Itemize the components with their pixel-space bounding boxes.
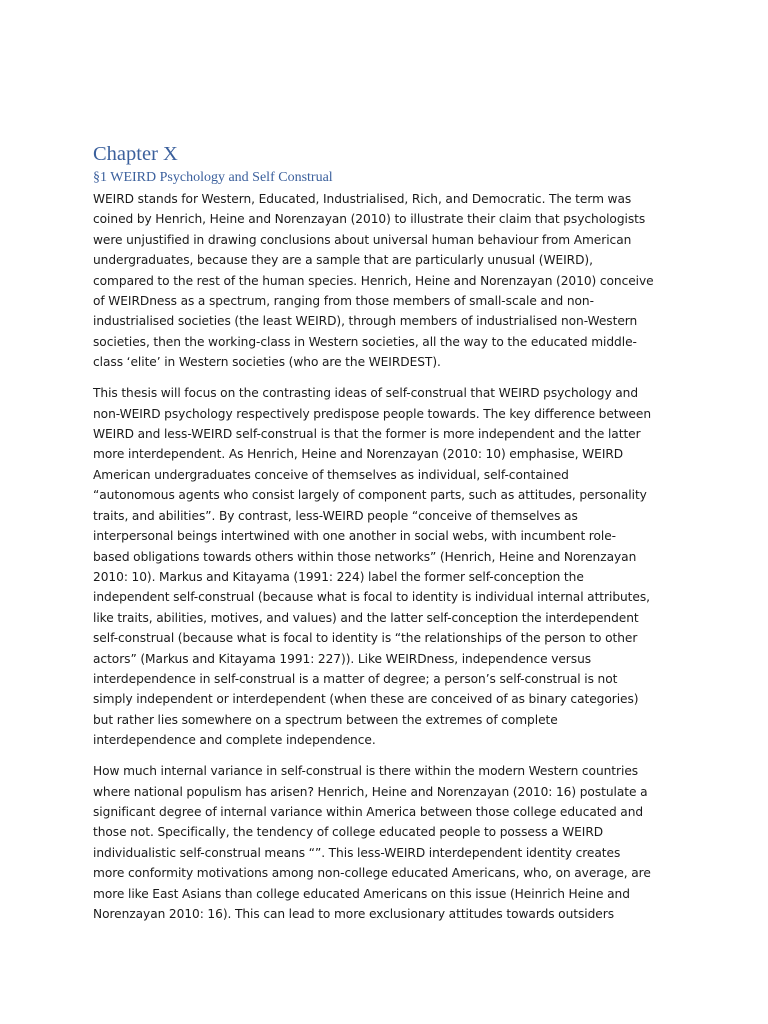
text-line: those not. Specifically, the tendency of college educated people to possess a WEIRD xyxy=(93,825,604,840)
text-line: based obligations towards others within those networks” (Henrich, Heine and Norenzayan xyxy=(93,549,637,564)
text-line: Norenzayan 2010: 16). This can lead to more exclusionary attitudes towards outsiders xyxy=(93,907,615,921)
text-line: class ‘elite’ in Western societies (who are the WEIRDEST). xyxy=(93,355,441,370)
text-line: coined by Henrich, Heine and Norenzayan (2010) to illustrate their claim that psychologists xyxy=(93,212,646,227)
text-line: more conformity motivations among non-college educated Americans, who, on average, are xyxy=(93,866,651,881)
text-line: interdependence in self-construal is a matter of degree; a person’s self-construal is not xyxy=(93,671,618,686)
text-line: more like East Asians than college educated Americans on this issue (Heinrich Heine and xyxy=(93,886,630,901)
paragraph xyxy=(93,761,681,924)
text-line: 2010: 10). Markus and Kitayama (1991: 224) label the former self-conception the xyxy=(93,569,584,584)
text-line: undergraduates, because they are a sample that are particularly unusual (WEIRD), xyxy=(93,253,593,268)
page-content xyxy=(93,141,681,935)
text-line: individualistic self-construal means “”. This less-WEIRD interdependent identity creates xyxy=(93,845,621,860)
text-line: “autonomous agents who consist largely of component parts, such as attitudes, personality xyxy=(93,488,647,503)
paragraph xyxy=(93,383,681,750)
text-line: interdependence and complete independence. xyxy=(93,733,376,748)
text-line: WEIRD and less-WEIRD self-construal is that the former is more independent and the latter xyxy=(93,427,641,442)
text-line: How much internal variance in self-construal is there within the modern Western countries xyxy=(93,764,639,779)
text-line: independent self-construal (because what is focal to identity is individual internal attributes, xyxy=(93,590,650,605)
text-line: compared to the rest of the human species. Henrich, Heine and Norenzayan (2010) conceive xyxy=(93,273,654,288)
text-line: self-construal (because what is focal to identity is “the relationships of the person to other xyxy=(93,631,638,646)
text-line: WEIRD stands for Western, Educated, Industrialised, Rich, and Democratic. The term was xyxy=(93,192,632,206)
text-line: of WEIRDness as a spectrum, ranging from those members of small-scale and non- xyxy=(93,294,594,309)
body-text xyxy=(93,189,681,924)
section-heading: §1 WEIRD Psychology and Self Construal xyxy=(93,170,333,185)
text-line: like traits, abilities, motives, and values) and the latter self-conception the interdependent xyxy=(93,610,639,625)
text-line: where national populism has arisen? Henrich, Heine and Norenzayan (2010: 16) postulate a xyxy=(93,784,648,799)
text-line: actors” (Markus and Kitayama 1991: 227)). Like WEIRDness, independence versus xyxy=(93,651,592,666)
text-line: but rather lies somewhere on a spectrum between the extremes of complete xyxy=(93,712,558,727)
text-line: were unjustified in drawing conclusions about universal human behaviour from American xyxy=(93,232,632,247)
chapter-title: Chapter X xyxy=(93,143,178,165)
text-line: American undergraduates conceive of themselves as individual, self-contained xyxy=(93,467,569,482)
text-line: societies, then the working-class in Western societies, all the way to the educated middle- xyxy=(93,334,637,349)
text-line: non-WEIRD psychology respectively predispose people towards. The key difference between xyxy=(93,406,651,421)
text-line: simply independent or interdependent (when these are conceived of as binary categories) xyxy=(93,692,639,707)
text-line: interpersonal beings intertwined with one another in social webs, with incumbent role- xyxy=(93,529,617,544)
text-line: industrialised societies (the least WEIRD), through members of industrialised non-Western xyxy=(93,314,638,329)
text-line: traits, and abilities”. By contrast, less-WEIRD people “conceive of themselves as xyxy=(93,508,578,523)
text-line: This thesis will focus on the contrasting ideas of self-construal that WEIRD psychology and xyxy=(93,386,639,401)
text-line: significant degree of internal variance within America between those college educated and xyxy=(93,804,644,819)
paragraph xyxy=(93,189,681,373)
text-line: more interdependent. As Henrich, Heine and Norenzayan (2010: 10) emphasise, WEIRD xyxy=(93,447,624,462)
